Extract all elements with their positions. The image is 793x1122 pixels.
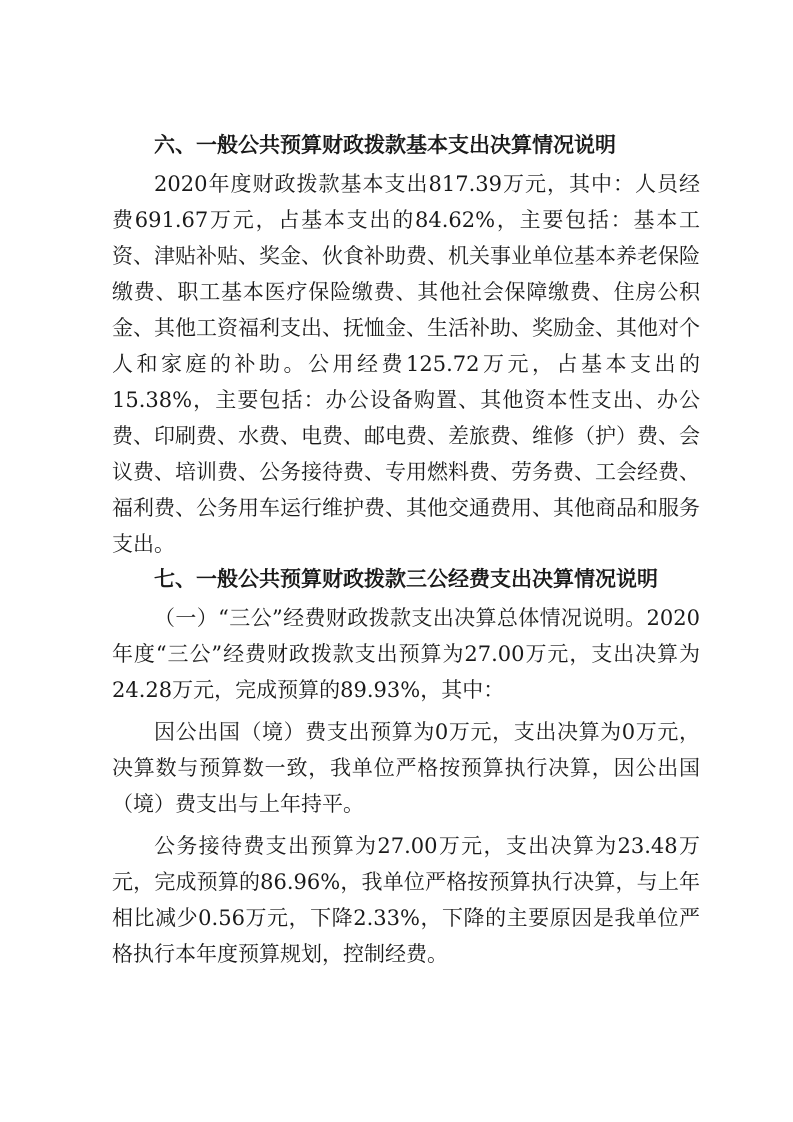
section-7-paragraph-reception: 公务接待费支出预算为27.00万元，支出决算为23.48万元，完成预算的86.96%，我单位严格按预算执行决算，与上年相比减少0.56万元，下降2.33%，下降的主要原因是我单位严格执行本年度预算规划，控制经费。 <box>112 834 700 966</box>
section-7-heading: 七、一般公共预算财政拨款三公经费支出决算情况说明 <box>154 567 658 591</box>
section-7-paragraph-overview: （一）“三公”经费财政拨款支出决算总体情况说明。2020年度“三公”经费财政拨款支出预算为27.00万元，支出决算为24.28万元，完成预算的89.93%，其中： <box>112 606 700 702</box>
section-6-heading: 六、一般公共预算财政拨款基本支出决算情况说明 <box>154 133 616 157</box>
document-page <box>112 130 700 972</box>
section-7-paragraph-overseas: 因公出国（境）费支出预算为0万元，支出决算为0万元，决算数与预算数一致，我单位严格按预算执行决算，因公出国（境）费支出与上年持平。 <box>112 720 700 816</box>
section-6-paragraph: 2020年度财政拨款基本支出817.39万元，其中：人员经费691.67万元，占基本支出的84.62%，主要包括：基本工资、津贴补贴、奖金、伙食补助费、机关事业单位基本养老保险缴费、职工基本医疗保险缴费、其他社会保障缴费、住房公积金、其他工资福利支出、抚恤金、生活补助、奖励金、其他对个人和家庭的补助。公用经费125.72万元，占基本支出的15.38%，主要包括：办公设备购置、其他资本性支出、办公费、印刷费、水费、电费、邮电费、差旅费、维修（护）费、会议费、培训费、公务接待费、专用燃料费、劳务费、工会经费、福利费、公务用车运行维护费、其他交通费用、其他商品和服务支出。 <box>112 172 700 556</box>
